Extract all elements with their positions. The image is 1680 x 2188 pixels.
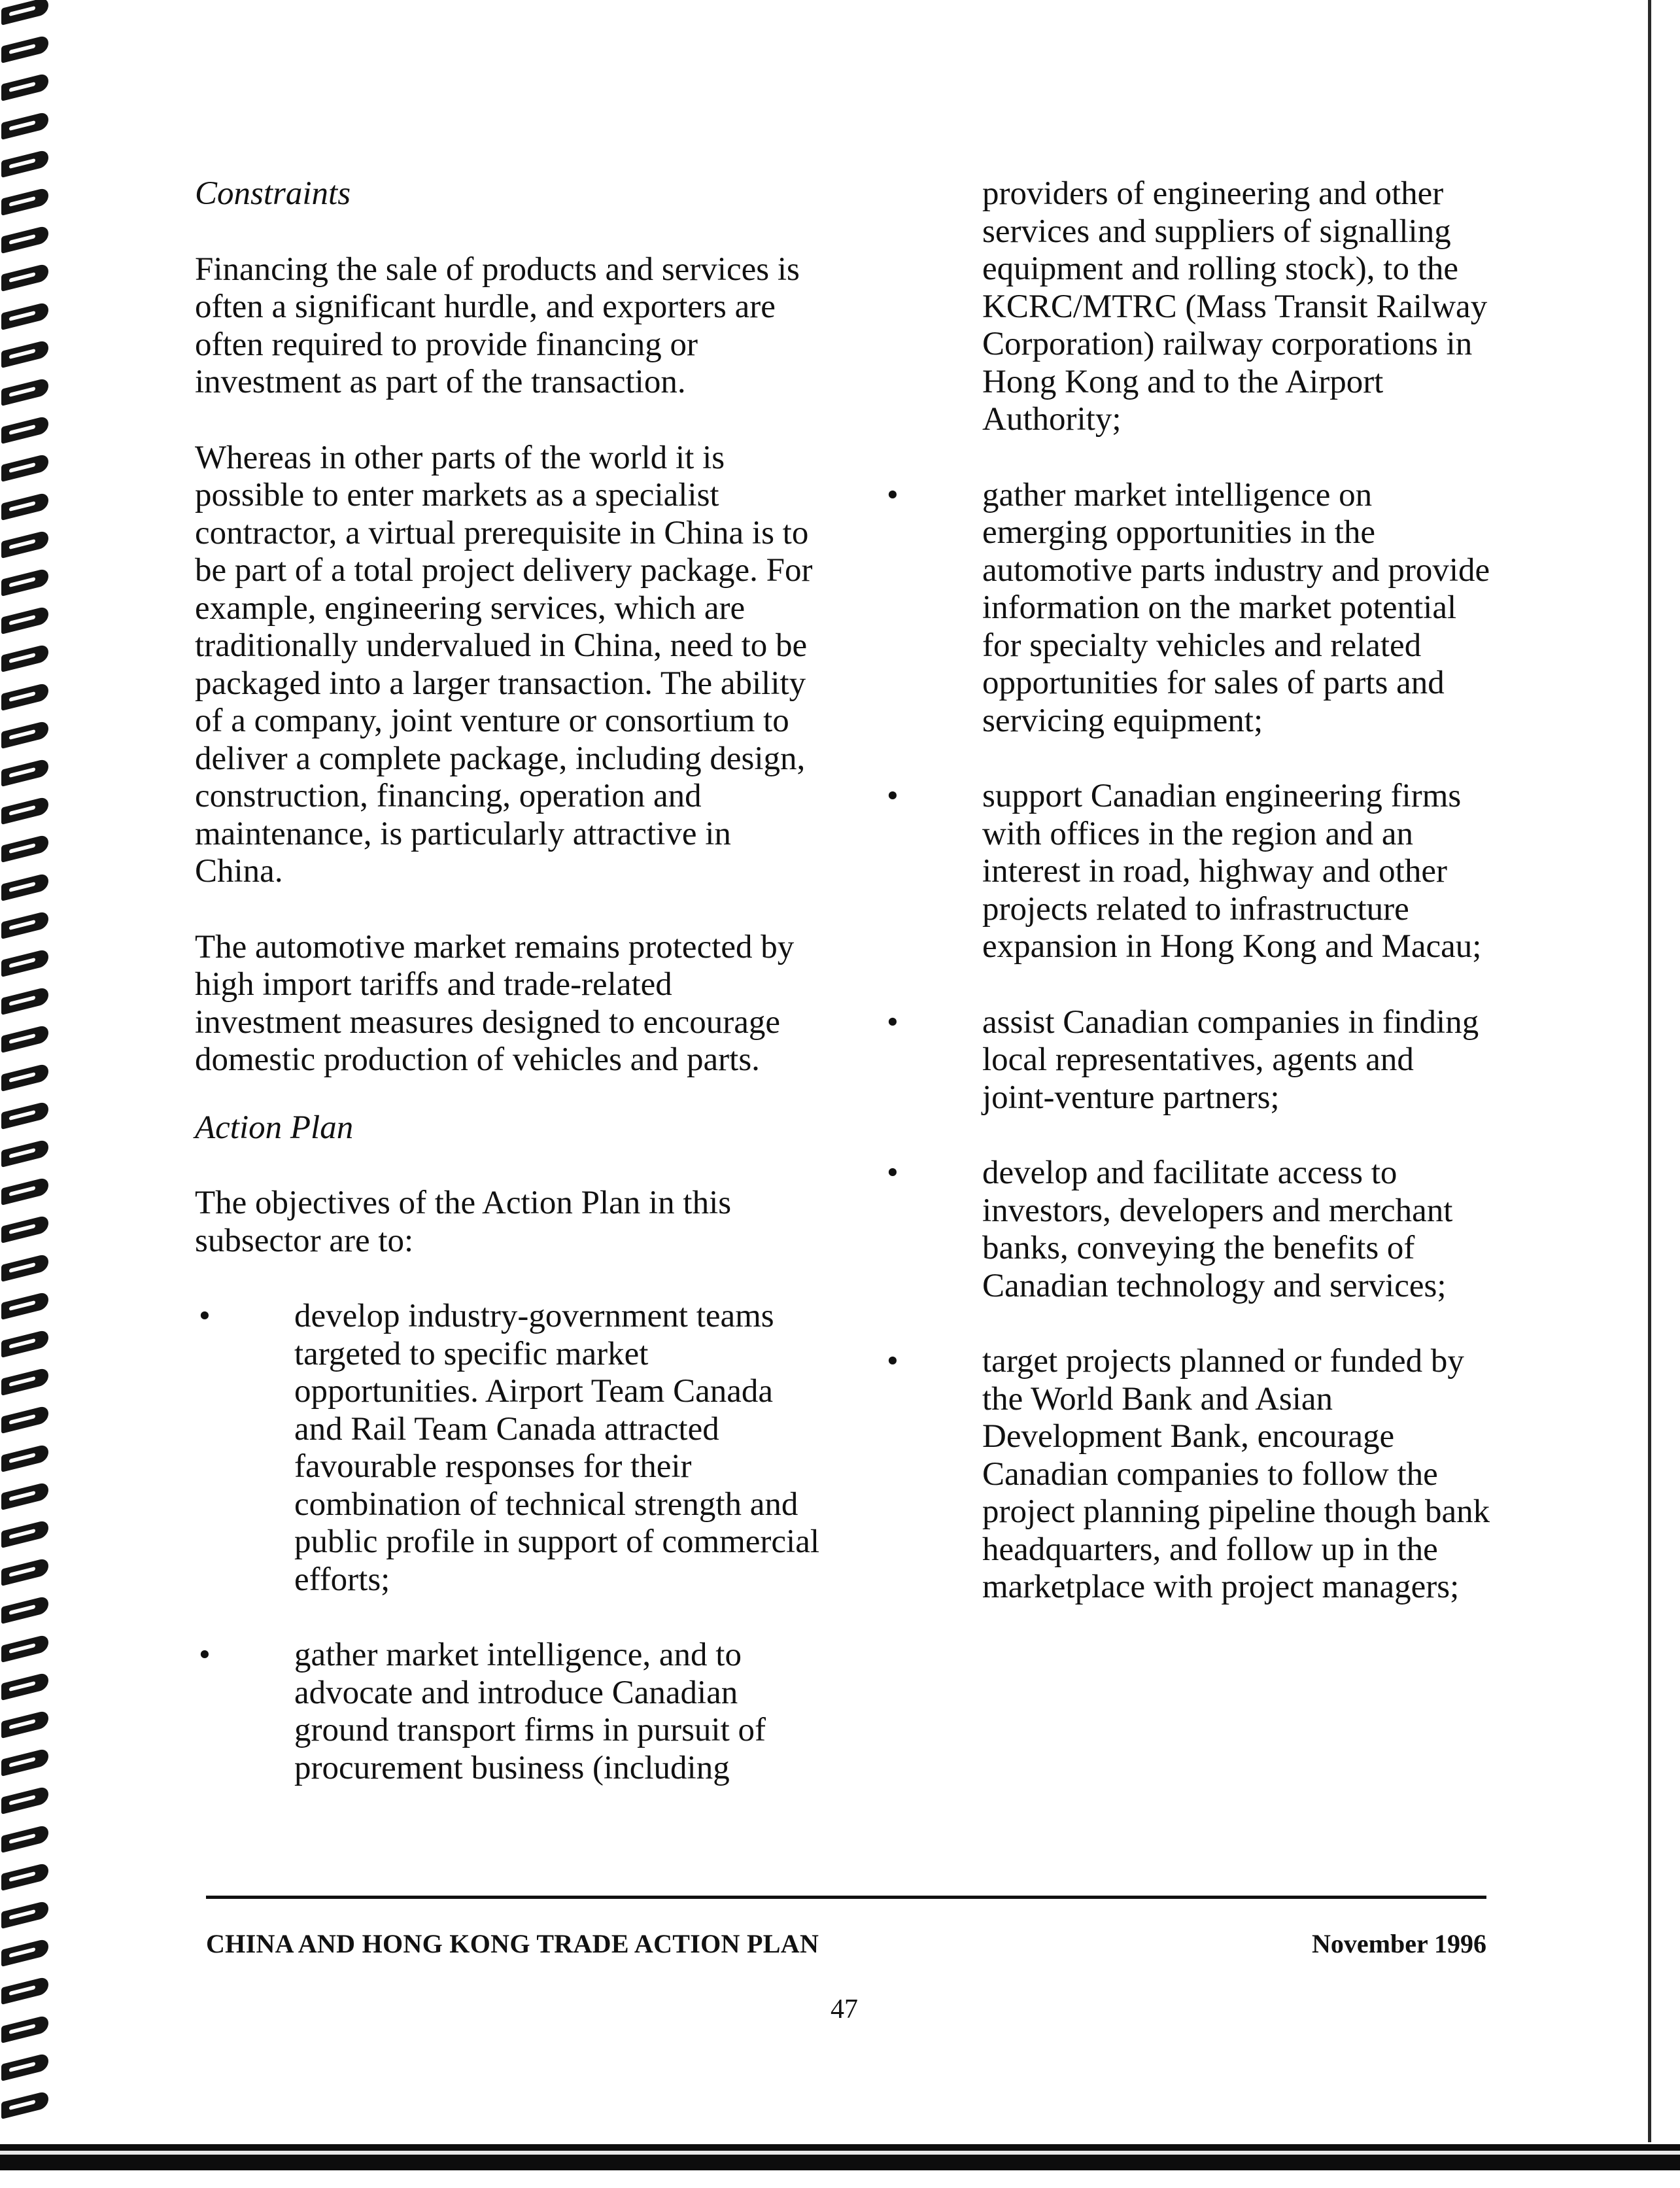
binding-coil <box>1 1976 48 2005</box>
binding-coil <box>1 377 48 406</box>
binding-coil <box>1 0 48 26</box>
binding-coil <box>1 1405 48 1434</box>
list-item-text: target projects planned or funded by the World Bank and Asian Development Bank, encourage Canadian companies to follow the project planning pipeline though bank headquarters, and follow up in the marketplace with project managers; <box>982 1343 1490 1605</box>
bullet-icon: • <box>887 778 899 814</box>
list-item <box>883 477 1491 740</box>
binding-coil <box>1 1672 48 1701</box>
spiral-binding <box>0 0 59 2132</box>
objectives-list-left <box>195 1298 823 1787</box>
binding-coil <box>1 1938 48 1967</box>
binding-coil <box>1 2015 48 2043</box>
binding-coil <box>1 834 48 863</box>
page-number: 47 <box>831 1994 858 2024</box>
binding-coil <box>1 1557 48 1586</box>
binding-coil <box>1 1291 48 1320</box>
binding-coil <box>1 873 48 901</box>
binding-coil <box>1 796 48 825</box>
constraints-heading: Constraints <box>195 175 351 212</box>
list-item <box>195 1298 823 1599</box>
binding-coil <box>1 1024 48 1053</box>
binding-coil <box>1 415 48 444</box>
left-column <box>195 175 823 1825</box>
binding-coil <box>1 73 48 101</box>
list-item-text: gather market intelligence on emerging opportunities in the automotive parts industry and provide information on the market potential for specialty vehicles and related opportunities for sales of parts and servicing equipment; <box>982 476 1490 739</box>
binding-coil <box>1 1786 48 1815</box>
binding-coil <box>1 1177 48 1206</box>
bullet-icon: • <box>887 1343 899 1380</box>
binding-coil <box>1 1329 48 1358</box>
binding-coil <box>1 1253 48 1282</box>
binding-coil <box>1 1595 48 1624</box>
binding-coil <box>1 986 48 1015</box>
binding-coil <box>1 1063 48 1092</box>
binding-coil <box>1 111 48 140</box>
list-item <box>883 1343 1491 1606</box>
binding-coil <box>1 568 48 597</box>
binding-coil <box>1 2091 48 2119</box>
binding-coil <box>1 948 48 977</box>
binding-coil <box>1 1101 48 1130</box>
binding-coil <box>1 1139 48 1168</box>
list-item-text: develop and facilitate access to investors, developers and merchant banks, conveying the benefits of Canadian technology and services; <box>982 1155 1453 1304</box>
binding-coil <box>1 758 48 787</box>
binding-coil <box>1 339 48 368</box>
bullet-icon: • <box>887 1003 899 1041</box>
paragraph-automotive: The automotive market remains protected by high import tariffs and trade-related investment measures designed to encourage domestic production of vehicles and parts. <box>195 928 795 1078</box>
binding-coil <box>1 1519 48 1548</box>
binding-coil <box>1 492 48 521</box>
list-item-text: develop industry-government teams targeted to specific market opportunities. Airport Team Canada and Rail Team Canada attracted favourable responses for their combination of technical strength and public profile in support of commercial efforts; <box>294 1298 820 1598</box>
page-edge-right <box>1648 0 1651 2142</box>
binding-coil <box>1 606 48 634</box>
page-edge-bottom-highlight <box>0 2151 1680 2155</box>
binding-coil <box>1 302 48 330</box>
binding-coil <box>1 453 48 482</box>
list-item <box>883 1155 1491 1305</box>
footer-date: November 1996 <box>1312 1929 1486 1958</box>
binding-coil <box>1 1900 48 1929</box>
binding-coil <box>1 187 48 216</box>
paragraph-financing: Financing the sale of products and services is often a significant hurdle, and exporters are often required to provide financing or investment as part of the transaction. <box>195 251 800 400</box>
binding-coil <box>1 911 48 939</box>
binding-coil <box>1 2053 48 2081</box>
footer-title: CHINA AND HONG KONG TRADE ACTION PLAN <box>206 1929 819 1958</box>
binding-coil <box>1 530 48 559</box>
binding-coil <box>1 263 48 292</box>
binding-coil <box>1 1862 48 1891</box>
page-edge-bottom <box>0 2144 1680 2170</box>
binding-coil <box>1 1634 48 1663</box>
list-item-text: gather market intelligence, and to advocate and introduce Canadian ground transport firms in pursuit of procurement business (including <box>294 1637 766 1786</box>
bullet-icon: • <box>887 1155 899 1191</box>
footer-rule <box>206 1896 1486 1899</box>
binding-coil <box>1 35 48 63</box>
objectives-list-right <box>883 477 1491 1606</box>
binding-coil <box>1 1748 48 1777</box>
list-item <box>883 778 1491 966</box>
list-item-text: support Canadian engineering firms with offices in the region and an interest in road, highway and other projects related to infrastructure expansion in Hong Kong and Macau; <box>982 778 1482 965</box>
right-column <box>883 175 1491 1644</box>
paragraph-total-project: Whereas in other parts of the world it is possible to enter markets as a specialist contractor, a virtual prerequisite in China is to be part of a total project delivery package. For example, engineering services, which are traditionally undervalued in China, need to be packaged into a larger transaction. The ability of a company, joint venture or consortium to deliver a complete package, including design, construction, financing, operation and maintenance, is particularly attractive in China. <box>195 439 813 890</box>
objectives-intro: The objectives of the Action Plan in this subsector are to: <box>195 1185 732 1259</box>
binding-coil <box>1 1367 48 1396</box>
list-item-text: assist Canadian companies in finding local representatives, agents and joint-venture partners; <box>982 1003 1479 1116</box>
binding-coil <box>1 149 48 178</box>
list-item <box>195 1637 823 1787</box>
binding-coil <box>1 1215 48 1243</box>
binding-coil <box>1 1482 48 1510</box>
binding-coil <box>1 682 48 711</box>
binding-coil <box>1 1444 48 1472</box>
continued-bullet-text: providers of engineering and other services and suppliers of signalling equipment and rolling stock), to the KCRC/MTRC (Mass Transit Railway Corporation) railway corporations in Hong Kong and to the Airport Authority; <box>982 175 1488 438</box>
list-item <box>883 1004 1491 1117</box>
action-plan-heading: Action Plan <box>195 1109 354 1146</box>
bullet-icon: • <box>199 1298 211 1334</box>
binding-coil <box>1 225 48 254</box>
binding-coil <box>1 1824 48 1853</box>
bullet-icon: • <box>887 476 899 513</box>
binding-coil <box>1 1710 48 1739</box>
binding-coil <box>1 720 48 749</box>
binding-coil <box>1 644 48 672</box>
bullet-icon: • <box>199 1637 211 1673</box>
